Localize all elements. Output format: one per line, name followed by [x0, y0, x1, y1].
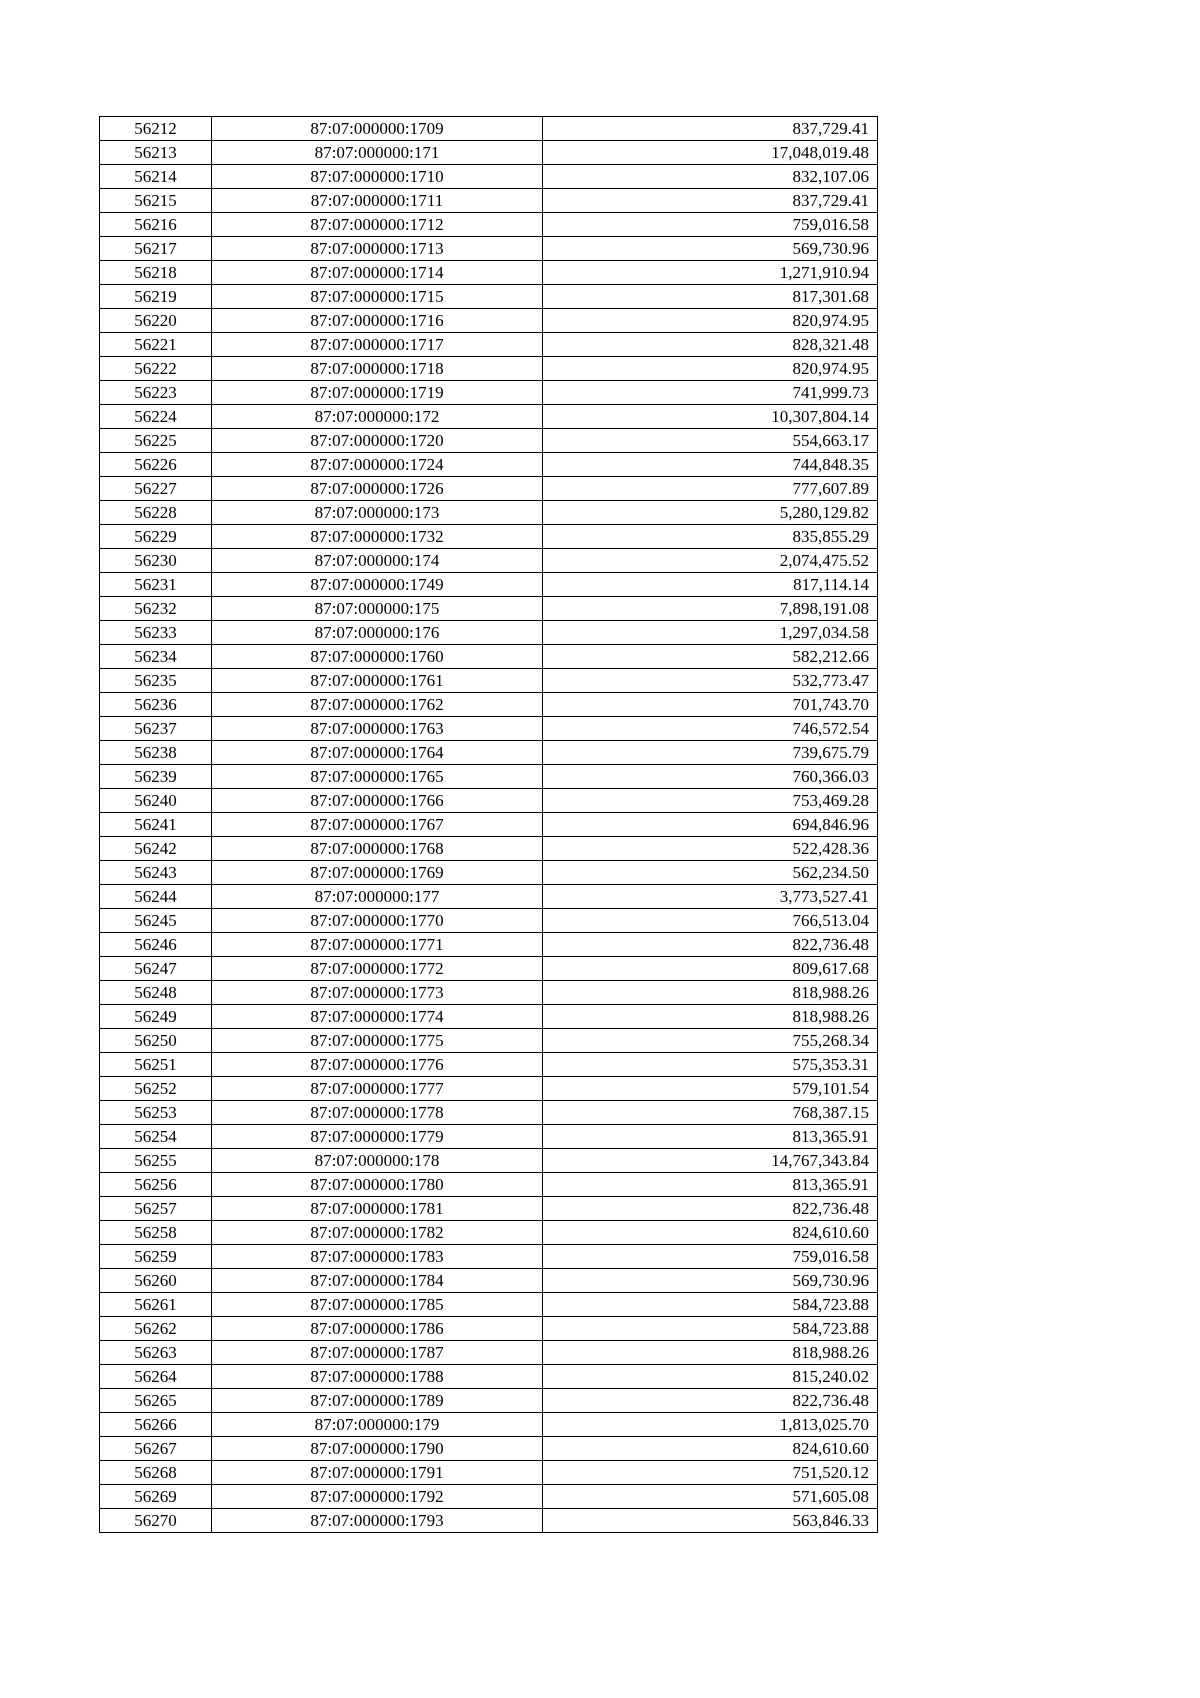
table-row	[100, 1005, 878, 1029]
data-table	[99, 116, 878, 1533]
row-id-cell: 56223	[100, 381, 212, 405]
value-cell: 822,736.48	[543, 1389, 878, 1413]
row-id-cell: 56225	[100, 429, 212, 453]
cadastral-number-cell: 87:07:000000:1769	[212, 861, 543, 885]
cadastral-number-cell: 87:07:000000:1775	[212, 1029, 543, 1053]
cadastral-number-cell: 87:07:000000:1770	[212, 909, 543, 933]
row-id-cell: 56262	[100, 1317, 212, 1341]
row-id-cell: 56247	[100, 957, 212, 981]
cadastral-number-cell: 87:07:000000:1780	[212, 1173, 543, 1197]
table-row	[100, 309, 878, 333]
row-id-cell: 56214	[100, 165, 212, 189]
cadastral-number-cell: 87:07:000000:176	[212, 621, 543, 645]
value-cell: 818,988.26	[543, 1005, 878, 1029]
table-row	[100, 765, 878, 789]
table-row	[100, 909, 878, 933]
table-row	[100, 645, 878, 669]
table-row	[100, 1053, 878, 1077]
row-id-cell: 56233	[100, 621, 212, 645]
value-cell: 837,729.41	[543, 117, 878, 141]
cadastral-number-cell: 87:07:000000:1712	[212, 213, 543, 237]
row-id-cell: 56219	[100, 285, 212, 309]
value-cell: 5,280,129.82	[543, 501, 878, 525]
row-id-cell: 56260	[100, 1269, 212, 1293]
cadastral-number-cell: 87:07:000000:1761	[212, 669, 543, 693]
value-cell: 10,307,804.14	[543, 405, 878, 429]
row-id-cell: 56248	[100, 981, 212, 1005]
cadastral-number-cell: 87:07:000000:1718	[212, 357, 543, 381]
table-row	[100, 1197, 878, 1221]
table-row	[100, 1317, 878, 1341]
table-row	[100, 1413, 878, 1437]
table-row	[100, 1293, 878, 1317]
table-row	[100, 1509, 878, 1533]
table-row	[100, 813, 878, 837]
table-row	[100, 1077, 878, 1101]
table-row	[100, 525, 878, 549]
value-cell: 3,773,527.41	[543, 885, 878, 909]
row-id-cell: 56257	[100, 1197, 212, 1221]
cadastral-number-cell: 87:07:000000:1778	[212, 1101, 543, 1125]
cadastral-number-cell: 87:07:000000:1773	[212, 981, 543, 1005]
value-cell: 744,848.35	[543, 453, 878, 477]
value-cell: 809,617.68	[543, 957, 878, 981]
row-id-cell: 56230	[100, 549, 212, 573]
table-row	[100, 669, 878, 693]
table-row	[100, 861, 878, 885]
row-id-cell: 56244	[100, 885, 212, 909]
cadastral-number-cell: 87:07:000000:1774	[212, 1005, 543, 1029]
cadastral-number-cell: 87:07:000000:1793	[212, 1509, 543, 1533]
row-id-cell: 56222	[100, 357, 212, 381]
row-id-cell: 56245	[100, 909, 212, 933]
cadastral-number-cell: 87:07:000000:1788	[212, 1365, 543, 1389]
cadastral-number-cell: 87:07:000000:178	[212, 1149, 543, 1173]
value-cell: 1,271,910.94	[543, 261, 878, 285]
value-cell: 817,301.68	[543, 285, 878, 309]
row-id-cell: 56270	[100, 1509, 212, 1533]
value-cell: 817,114.14	[543, 573, 878, 597]
cadastral-number-cell: 87:07:000000:177	[212, 885, 543, 909]
value-cell: 759,016.58	[543, 1245, 878, 1269]
row-id-cell: 56251	[100, 1053, 212, 1077]
value-cell: 813,365.91	[543, 1125, 878, 1149]
table-row	[100, 621, 878, 645]
cadastral-number-cell: 87:07:000000:175	[212, 597, 543, 621]
value-cell: 815,240.02	[543, 1365, 878, 1389]
row-id-cell: 56246	[100, 933, 212, 957]
row-id-cell: 56227	[100, 477, 212, 501]
value-cell: 759,016.58	[543, 213, 878, 237]
value-cell: 739,675.79	[543, 741, 878, 765]
cadastral-number-cell: 87:07:000000:1786	[212, 1317, 543, 1341]
table-row	[100, 1269, 878, 1293]
row-id-cell: 56242	[100, 837, 212, 861]
table-row	[100, 573, 878, 597]
value-cell: 584,723.88	[543, 1293, 878, 1317]
cadastral-number-cell: 87:07:000000:1766	[212, 789, 543, 813]
row-id-cell: 56253	[100, 1101, 212, 1125]
table-row	[100, 237, 878, 261]
value-cell: 766,513.04	[543, 909, 878, 933]
table-row	[100, 933, 878, 957]
value-cell: 824,610.60	[543, 1221, 878, 1245]
row-id-cell: 56218	[100, 261, 212, 285]
cadastral-number-cell: 87:07:000000:1711	[212, 189, 543, 213]
table-row	[100, 1029, 878, 1053]
cadastral-number-cell: 87:07:000000:1762	[212, 693, 543, 717]
value-cell: 813,365.91	[543, 1173, 878, 1197]
value-cell: 818,988.26	[543, 1341, 878, 1365]
cadastral-number-cell: 87:07:000000:171	[212, 141, 543, 165]
table-row	[100, 1461, 878, 1485]
cadastral-number-cell: 87:07:000000:1790	[212, 1437, 543, 1461]
row-id-cell: 56226	[100, 453, 212, 477]
value-cell: 755,268.34	[543, 1029, 878, 1053]
value-cell: 820,974.95	[543, 357, 878, 381]
cadastral-number-cell: 87:07:000000:1717	[212, 333, 543, 357]
table-row	[100, 981, 878, 1005]
value-cell: 818,988.26	[543, 981, 878, 1005]
value-cell: 820,974.95	[543, 309, 878, 333]
value-cell: 760,366.03	[543, 765, 878, 789]
cadastral-number-cell: 87:07:000000:1719	[212, 381, 543, 405]
row-id-cell: 56239	[100, 765, 212, 789]
value-cell: 746,572.54	[543, 717, 878, 741]
value-cell: 701,743.70	[543, 693, 878, 717]
row-id-cell: 56215	[100, 189, 212, 213]
cadastral-number-cell: 87:07:000000:1713	[212, 237, 543, 261]
row-id-cell: 56216	[100, 213, 212, 237]
table-row	[100, 837, 878, 861]
row-id-cell: 56269	[100, 1485, 212, 1509]
cadastral-number-cell: 87:07:000000:1792	[212, 1485, 543, 1509]
cadastral-number-cell: 87:07:000000:1781	[212, 1197, 543, 1221]
value-cell: 837,729.41	[543, 189, 878, 213]
table-row	[100, 285, 878, 309]
cadastral-number-cell: 87:07:000000:1715	[212, 285, 543, 309]
cadastral-number-cell: 87:07:000000:1724	[212, 453, 543, 477]
cadastral-number-cell: 87:07:000000:1784	[212, 1269, 543, 1293]
value-cell: 835,855.29	[543, 525, 878, 549]
value-cell: 768,387.15	[543, 1101, 878, 1125]
row-id-cell: 56265	[100, 1389, 212, 1413]
row-id-cell: 56236	[100, 693, 212, 717]
cadastral-number-cell: 87:07:000000:1783	[212, 1245, 543, 1269]
cadastral-number-cell: 87:07:000000:1720	[212, 429, 543, 453]
row-id-cell: 56268	[100, 1461, 212, 1485]
table-row	[100, 597, 878, 621]
table-row	[100, 477, 878, 501]
cadastral-number-cell: 87:07:000000:179	[212, 1413, 543, 1437]
cadastral-number-cell: 87:07:000000:1772	[212, 957, 543, 981]
value-cell: 1,813,025.70	[543, 1413, 878, 1437]
row-id-cell: 56259	[100, 1245, 212, 1269]
row-id-cell: 56228	[100, 501, 212, 525]
cadastral-number-cell: 87:07:000000:1716	[212, 309, 543, 333]
row-id-cell: 56232	[100, 597, 212, 621]
value-cell: 17,048,019.48	[543, 141, 878, 165]
cadastral-number-cell: 87:07:000000:1764	[212, 741, 543, 765]
row-id-cell: 56258	[100, 1221, 212, 1245]
cadastral-number-cell: 87:07:000000:1785	[212, 1293, 543, 1317]
table-row	[100, 1149, 878, 1173]
table-row	[100, 1437, 878, 1461]
row-id-cell: 56254	[100, 1125, 212, 1149]
cadastral-number-cell: 87:07:000000:1789	[212, 1389, 543, 1413]
table-row	[100, 333, 878, 357]
table-row	[100, 429, 878, 453]
row-id-cell: 56267	[100, 1437, 212, 1461]
row-id-cell: 56238	[100, 741, 212, 765]
cadastral-number-cell: 87:07:000000:1779	[212, 1125, 543, 1149]
value-cell: 522,428.36	[543, 837, 878, 861]
table-row	[100, 789, 878, 813]
table-row	[100, 1125, 878, 1149]
row-id-cell: 56237	[100, 717, 212, 741]
table-row	[100, 1245, 878, 1269]
table-row	[100, 549, 878, 573]
row-id-cell: 56249	[100, 1005, 212, 1029]
row-id-cell: 56213	[100, 141, 212, 165]
table-row	[100, 1389, 878, 1413]
value-cell: 824,610.60	[543, 1437, 878, 1461]
table-row	[100, 117, 878, 141]
table-row	[100, 501, 878, 525]
value-cell: 694,846.96	[543, 813, 878, 837]
table-row	[100, 453, 878, 477]
table-row	[100, 1485, 878, 1509]
table-row	[100, 357, 878, 381]
cadastral-number-cell: 87:07:000000:1760	[212, 645, 543, 669]
value-cell: 569,730.96	[543, 1269, 878, 1293]
row-id-cell: 56212	[100, 117, 212, 141]
row-id-cell: 56229	[100, 525, 212, 549]
row-id-cell: 56240	[100, 789, 212, 813]
cadastral-number-cell: 87:07:000000:1732	[212, 525, 543, 549]
row-id-cell: 56256	[100, 1173, 212, 1197]
table-row	[100, 189, 878, 213]
table-row	[100, 1221, 878, 1245]
value-cell: 584,723.88	[543, 1317, 878, 1341]
value-cell: 753,469.28	[543, 789, 878, 813]
table-row	[100, 381, 878, 405]
table-row	[100, 717, 878, 741]
table-row	[100, 693, 878, 717]
row-id-cell: 56243	[100, 861, 212, 885]
value-cell: 832,107.06	[543, 165, 878, 189]
value-cell: 579,101.54	[543, 1077, 878, 1101]
cadastral-number-cell: 87:07:000000:1771	[212, 933, 543, 957]
value-cell: 7,898,191.08	[543, 597, 878, 621]
value-cell: 777,607.89	[543, 477, 878, 501]
value-cell: 822,736.48	[543, 933, 878, 957]
table-row	[100, 741, 878, 765]
table-row	[100, 1341, 878, 1365]
cadastral-number-cell: 87:07:000000:174	[212, 549, 543, 573]
value-cell: 14,767,343.84	[543, 1149, 878, 1173]
row-id-cell: 56252	[100, 1077, 212, 1101]
cadastral-number-cell: 87:07:000000:1777	[212, 1077, 543, 1101]
value-cell: 562,234.50	[543, 861, 878, 885]
value-cell: 582,212.66	[543, 645, 878, 669]
table-row	[100, 405, 878, 429]
row-id-cell: 56231	[100, 573, 212, 597]
cadastral-number-cell: 87:07:000000:1776	[212, 1053, 543, 1077]
row-id-cell: 56234	[100, 645, 212, 669]
table-row	[100, 261, 878, 285]
row-id-cell: 56221	[100, 333, 212, 357]
value-cell: 532,773.47	[543, 669, 878, 693]
cadastral-number-cell: 87:07:000000:1765	[212, 765, 543, 789]
table-row	[100, 885, 878, 909]
row-id-cell: 56266	[100, 1413, 212, 1437]
cadastral-number-cell: 87:07:000000:172	[212, 405, 543, 429]
table-body	[100, 117, 878, 1533]
table-row	[100, 1101, 878, 1125]
value-cell: 575,353.31	[543, 1053, 878, 1077]
value-cell: 751,520.12	[543, 1461, 878, 1485]
table-row	[100, 141, 878, 165]
cadastral-number-cell: 87:07:000000:1710	[212, 165, 543, 189]
row-id-cell: 56261	[100, 1293, 212, 1317]
value-cell: 563,846.33	[543, 1509, 878, 1533]
row-id-cell: 56250	[100, 1029, 212, 1053]
value-cell: 569,730.96	[543, 237, 878, 261]
cadastral-number-cell: 87:07:000000:1709	[212, 117, 543, 141]
value-cell: 741,999.73	[543, 381, 878, 405]
row-id-cell: 56235	[100, 669, 212, 693]
cadastral-number-cell: 87:07:000000:1749	[212, 573, 543, 597]
row-id-cell: 56217	[100, 237, 212, 261]
value-cell: 1,297,034.58	[543, 621, 878, 645]
value-cell: 554,663.17	[543, 429, 878, 453]
row-id-cell: 56224	[100, 405, 212, 429]
table-row	[100, 165, 878, 189]
value-cell: 2,074,475.52	[543, 549, 878, 573]
cadastral-number-cell: 87:07:000000:1767	[212, 813, 543, 837]
cadastral-number-cell: 87:07:000000:1791	[212, 1461, 543, 1485]
row-id-cell: 56220	[100, 309, 212, 333]
row-id-cell: 56241	[100, 813, 212, 837]
table-row	[100, 957, 878, 981]
cadastral-number-cell: 87:07:000000:1768	[212, 837, 543, 861]
row-id-cell: 56255	[100, 1149, 212, 1173]
cadastral-number-cell: 87:07:000000:1787	[212, 1341, 543, 1365]
row-id-cell: 56264	[100, 1365, 212, 1389]
value-cell: 822,736.48	[543, 1197, 878, 1221]
value-cell: 571,605.08	[543, 1485, 878, 1509]
row-id-cell: 56263	[100, 1341, 212, 1365]
cadastral-number-cell: 87:07:000000:1782	[212, 1221, 543, 1245]
cadastral-number-cell: 87:07:000000:1763	[212, 717, 543, 741]
table-row	[100, 1173, 878, 1197]
cadastral-number-cell: 87:07:000000:1714	[212, 261, 543, 285]
value-cell: 828,321.48	[543, 333, 878, 357]
cadastral-number-cell: 87:07:000000:1726	[212, 477, 543, 501]
table-row	[100, 1365, 878, 1389]
cadastral-number-cell: 87:07:000000:173	[212, 501, 543, 525]
table-row	[100, 213, 878, 237]
